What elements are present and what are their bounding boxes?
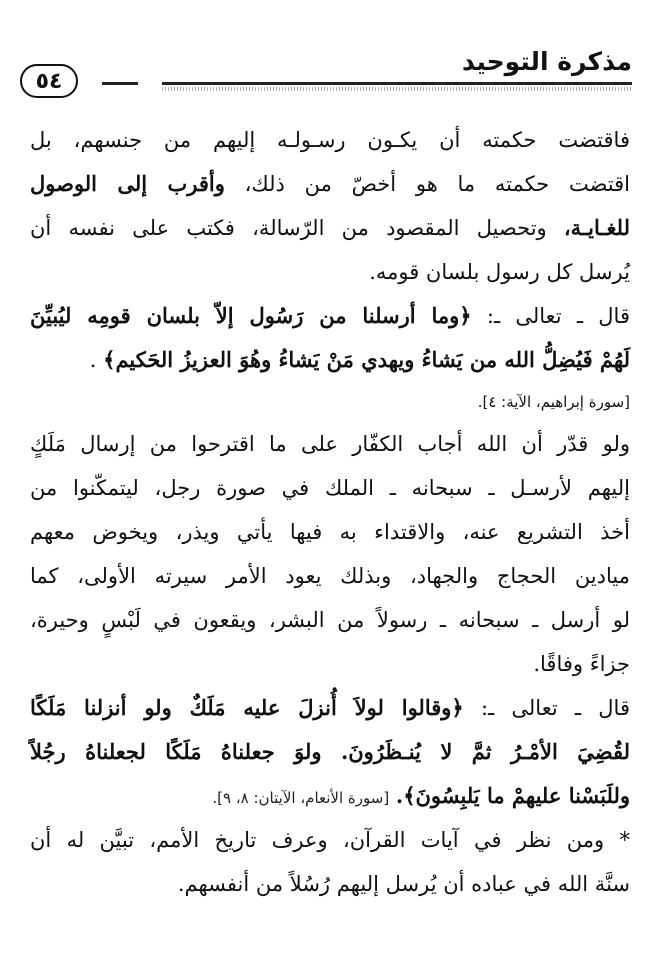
page-number: ٥٤ [20, 64, 78, 98]
quote-intro: قال ـ تعالى ـ: [486, 304, 630, 328]
page-header [20, 44, 632, 104]
body-line: جزاءً وفاقًا. [533, 652, 630, 676]
body-line: ميادين الحجاج والجهاد، وبذلك يعود الأمر سيرته الأولى، كما [30, 564, 630, 588]
body-line: لو أرسل ـ سبحانه ـ رسولاً من البشر، ويقعون في لَبْسٍ وحيرة، [30, 608, 630, 632]
quran-verse: لَهُمْ فَيُضِلُّ الله من يَشاءُ ويهدي مَنْ يَشاءُ وهُوَ العزيزُ الحَكيم﴾ [103, 347, 630, 372]
citation: [سورة إبراهيم، الآية: ٤]. [477, 393, 630, 411]
body-line [30, 162, 630, 206]
quran-verse: ﴿وما أرسلنا من رَسُول إلاّ بلسان قومِه ليُبيِّنَ [30, 303, 472, 328]
quote-line [30, 774, 630, 818]
page-body [30, 118, 630, 906]
body-text: وتحصيل المقصود من الرّسالة، فكتب على نفسه أن [30, 216, 547, 240]
bold-text: وأقرب إلى الوصول [30, 171, 225, 196]
quran-verse: وللَبَسْنا عليهمْ ما يَلبِسُونَ﴾. [395, 783, 630, 808]
body-line: أخذ التشريع عنه، والاقتداء به فيها يأتي ويذر، ويخوض معهم [30, 520, 630, 544]
body-line: سنَّة الله في عباده أن يُرسل إليهم رُسُلاً من أنفسهم. [177, 872, 630, 896]
body-line: * ومن نظر في آيات القرآن، وعرف تاريخ الأمم، تبيَّن له أن [30, 828, 630, 852]
quote-line [30, 338, 630, 382]
header-rule-line [162, 82, 632, 85]
bold-text: للغـايـة، [563, 215, 630, 240]
body-line: يُرسل كل رسول بلسان قومه. [369, 260, 630, 284]
quran-verse: لقُضِيَ الأمْـرُ ثمَّ لا يُنـظَرُونَ. ولوَ جعلناهُ مَلَكًا لجعلناهُ رجُلاً [30, 739, 630, 764]
body-line: ولو قدّر أن الله أجاب الكفّار على ما اقترحوا من إرسال مَلَكٍ [30, 432, 630, 456]
body-line [30, 206, 630, 250]
header-rule-short-line [102, 82, 138, 85]
quran-verse: ﴿وقالوا لولاَ أُنزلَ عليه مَلَكٌ ولو أنزلنا مَلَكًا [30, 695, 464, 720]
quote-line [30, 686, 630, 730]
body-line: إليهم لأرسـل ـ سبحانه ـ الملك في صورة رجل، ليتمكّنوا من [30, 476, 630, 500]
body-text: اقتضت حكمته ما هو أخصّ من ذلك، [244, 172, 631, 196]
book-title: مذكرة التوحيد [462, 47, 632, 76]
quote-line [30, 294, 630, 338]
citation: [سورة الأنعام، الآيتان: ٨، ٩]. [212, 789, 390, 807]
quote-intro: قال ـ تعالى ـ: [480, 696, 630, 720]
header-rule-dots [162, 87, 632, 91]
quote-line [30, 730, 630, 774]
quote-end: . [89, 348, 97, 372]
body-line: فاقتضت حكمته أن يكـون رسـولـه إليهم من جنسهم، بل [30, 128, 630, 152]
